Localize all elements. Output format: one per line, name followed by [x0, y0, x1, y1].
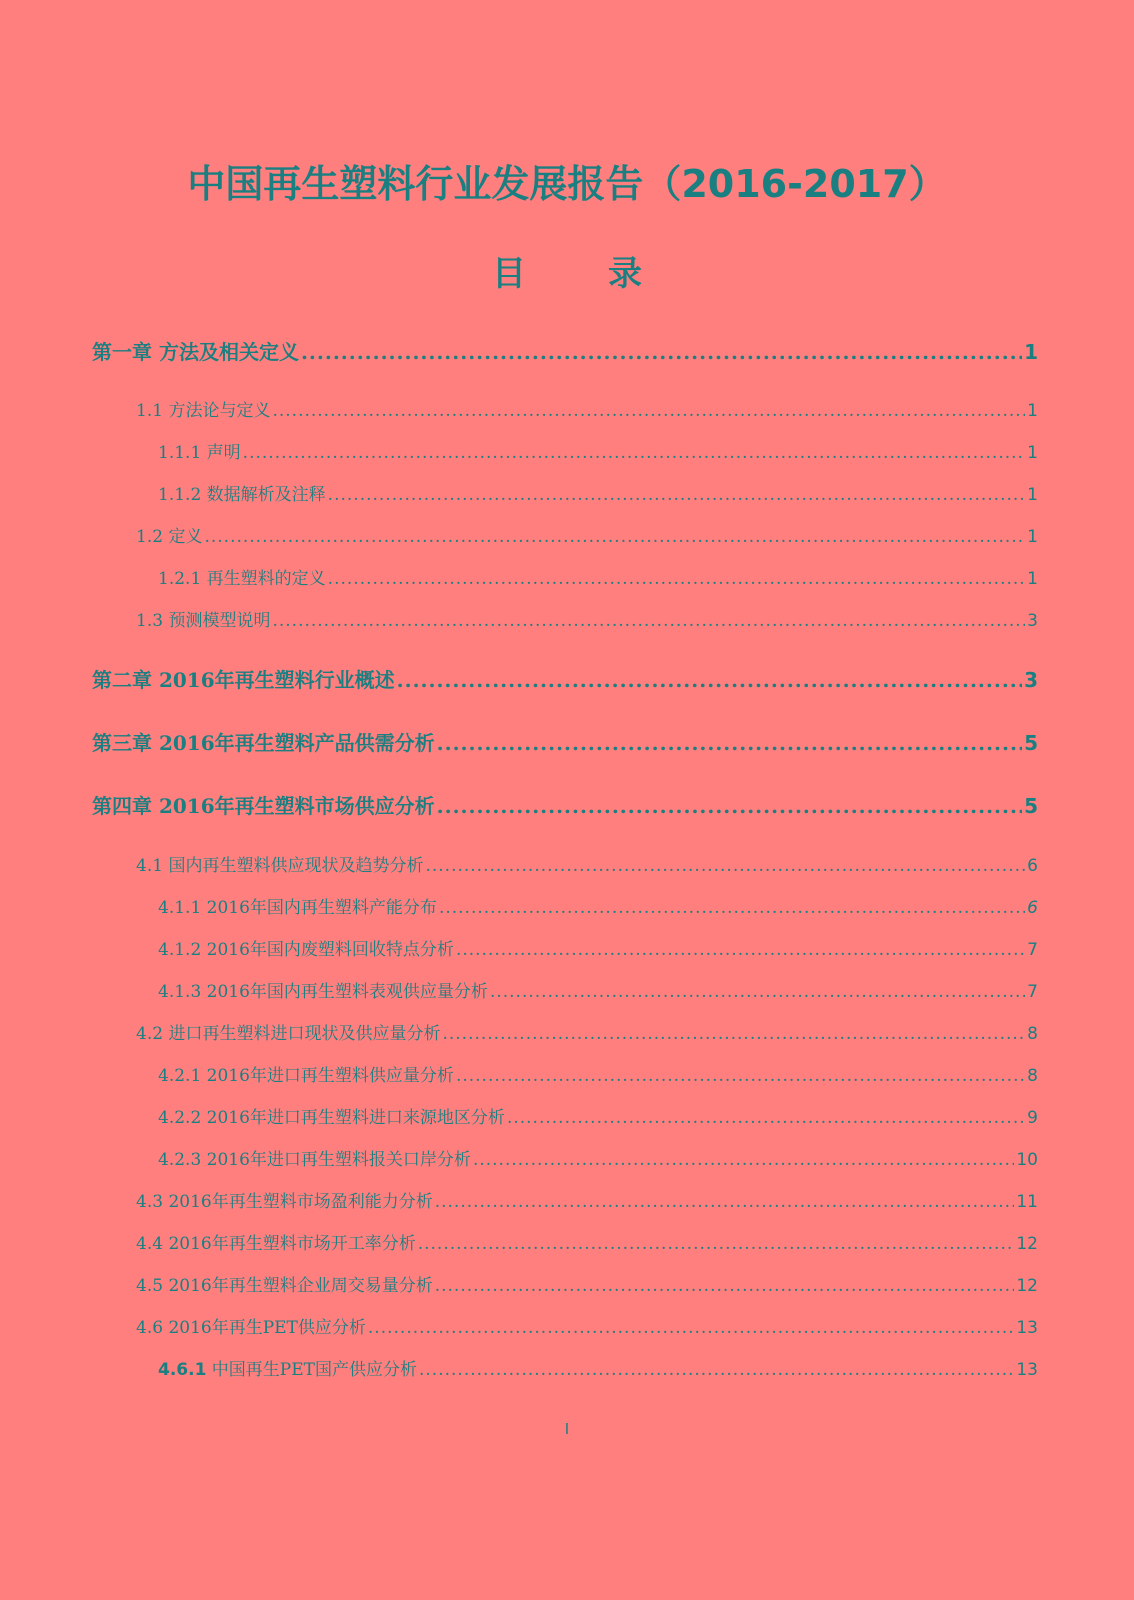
toc-entry-label: 1.3 预测模型说明: [136, 611, 271, 631]
toc-leader-dots: [507, 1108, 1025, 1128]
toc-entry-page: 11: [1016, 1192, 1038, 1212]
toc-entry-label: 第二章 2016年再生塑料行业概述: [92, 668, 395, 692]
toc-entry-number: 4.6.1: [158, 1360, 207, 1380]
toc-leader-dots: [301, 340, 1022, 364]
toc-leader-dots: [418, 1234, 1015, 1254]
toc-entry-page: 1: [1027, 527, 1038, 547]
toc-entry-1-1-2[interactable]: [158, 480, 1038, 505]
toc-entry-label: 1.1.1 声明: [158, 443, 241, 463]
toc-entry-page: 8: [1027, 1066, 1038, 1086]
toc-entry-label: 1.2 定义: [136, 527, 203, 547]
toc-leader-dots: [456, 940, 1025, 960]
toc-entry-label: 4.6 2016年再生PET供应分析: [136, 1318, 366, 1338]
toc-entry-4-5[interactable]: [136, 1271, 1038, 1296]
toc-leader-dots: [437, 794, 1022, 818]
toc-entry-page: 1: [1027, 485, 1038, 505]
toc-leader-dots: [272, 611, 1025, 631]
toc-entry-page: 5: [1024, 794, 1038, 818]
toc-heading: 目录: [492, 254, 724, 294]
toc-entry-page: 12: [1016, 1276, 1038, 1296]
toc-entry-page: 9: [1027, 1108, 1038, 1128]
toc-entry-page: 5: [1024, 731, 1038, 755]
toc-entry-label: 4.5 2016年再生塑料企业周交易量分析: [136, 1276, 433, 1296]
toc-leader-dots: [473, 1150, 1014, 1170]
toc-entry-4-1-2[interactable]: [158, 935, 1038, 960]
toc-entry-label: 4.1.3 2016年国内再生塑料表观供应量分析: [158, 982, 488, 1002]
toc-entry-label: 4.2.3 2016年进口再生塑料报关口岸分析: [158, 1150, 471, 1170]
toc-entry-text: 中国再生PET国产供应分析: [206, 1360, 417, 1380]
document-title: 中国再生塑料行业发展报告（2016-2017）: [187, 162, 947, 206]
toc-entry-1-1-1[interactable]: [158, 438, 1038, 463]
toc-entry-page: 1: [1024, 340, 1038, 364]
toc-entry-page: 3: [1027, 611, 1038, 631]
toc-entry-label: 4.1 国内再生塑料供应现状及趋势分析: [136, 856, 424, 876]
toc-entry-page: 8: [1027, 1024, 1038, 1044]
toc-entry-label: 第三章 2016年再生塑料产品供需分析: [92, 731, 435, 755]
toc-leader-dots: [419, 1360, 1014, 1380]
toc-entry-chapter-1[interactable]: [92, 336, 1038, 365]
toc-entry-page: 13: [1016, 1318, 1038, 1338]
toc-entry-4-4[interactable]: [136, 1229, 1038, 1254]
toc-entry-4-2-3[interactable]: [158, 1145, 1038, 1170]
toc-entry-page: 13: [1016, 1360, 1038, 1380]
toc-entry-label: 1.1 方法论与定义: [136, 401, 271, 421]
toc-entry-4-3[interactable]: [136, 1187, 1038, 1212]
toc-entry-page: 1: [1027, 401, 1038, 421]
toc-entry-label: 4.2.1 2016年进口再生塑料供应量分析: [158, 1066, 454, 1086]
toc-entry-page: 1: [1027, 443, 1038, 463]
toc-leader-dots: [368, 1318, 1014, 1338]
toc-leader-dots: [437, 731, 1022, 755]
toc-entry-label: 4.1.2 2016年国内废塑料回收特点分析: [158, 940, 454, 960]
toc-entry-label: 4.2 进口再生塑料进口现状及供应量分析: [136, 1024, 441, 1044]
toc-entry-4-1-3[interactable]: [158, 977, 1038, 1002]
toc-entry-page: 6: [1027, 856, 1038, 876]
toc-entry-label: [158, 1355, 417, 1380]
toc-entry-chapter-3[interactable]: [92, 727, 1038, 756]
toc-entry-page: 10: [1016, 1150, 1038, 1170]
toc-leader-dots: [490, 982, 1025, 1002]
toc-leader-dots: [328, 485, 1026, 505]
toc-leader-dots: [439, 898, 1025, 918]
toc-leader-dots: [442, 1024, 1025, 1044]
toc-entry-1-2-1[interactable]: [158, 564, 1038, 589]
toc-leader-dots: [328, 569, 1026, 589]
toc-entry-label: 4.3 2016年再生塑料市场盈利能力分析: [136, 1192, 433, 1212]
toc-entry-page: 12: [1016, 1234, 1038, 1254]
toc-entry-label: 4.2.2 2016年进口再生塑料进口来源地区分析: [158, 1108, 505, 1128]
toc-leader-dots: [243, 443, 1026, 463]
toc-entry-label: 第一章 方法及相关定义: [92, 340, 299, 364]
toc-entry-chapter-2[interactable]: [92, 664, 1038, 693]
toc-entry-4-2-1[interactable]: [158, 1061, 1038, 1086]
toc-entry-4-6-1[interactable]: [158, 1355, 1038, 1380]
toc-entry-page: 1: [1027, 569, 1038, 589]
toc-leader-dots: [397, 668, 1022, 692]
toc-entry-label: 1.1.2 数据解析及注释: [158, 485, 326, 505]
toc-leader-dots: [456, 1066, 1025, 1086]
toc-leader-dots: [425, 856, 1025, 876]
toc-entry-4-1[interactable]: [136, 851, 1038, 876]
toc-leader-dots: [435, 1276, 1015, 1296]
toc-entry-chapter-4[interactable]: [92, 790, 1038, 819]
toc-entry-4-1-1[interactable]: [158, 893, 1038, 918]
toc-entry-label: 4.1.1 2016年国内再生塑料产能分布: [158, 898, 437, 918]
page-number: I: [564, 1420, 570, 1438]
toc-entry-page: 7: [1027, 940, 1038, 960]
toc-entry-page: 7: [1027, 982, 1038, 1002]
toc-entry-1-2[interactable]: [136, 522, 1038, 547]
toc-entry-label: 1.2.1 再生塑料的定义: [158, 569, 326, 589]
toc-leader-dots: [272, 401, 1025, 421]
toc-entry-1-3[interactable]: [136, 606, 1038, 631]
toc-entry-page: 3: [1024, 668, 1038, 692]
toc-leader-dots: [435, 1192, 1015, 1212]
toc-entry-4-6[interactable]: [136, 1313, 1038, 1338]
toc-entry-label: 第四章 2016年再生塑料市场供应分析: [92, 794, 435, 818]
toc-entry-4-2[interactable]: [136, 1019, 1038, 1044]
toc-entry-1-1[interactable]: [136, 396, 1038, 421]
toc-entry-label: 4.4 2016年再生塑料市场开工率分析: [136, 1234, 416, 1254]
toc-entry-4-2-2[interactable]: [158, 1103, 1038, 1128]
toc-leader-dots: [204, 527, 1025, 547]
toc-entry-page: 6: [1027, 898, 1038, 918]
